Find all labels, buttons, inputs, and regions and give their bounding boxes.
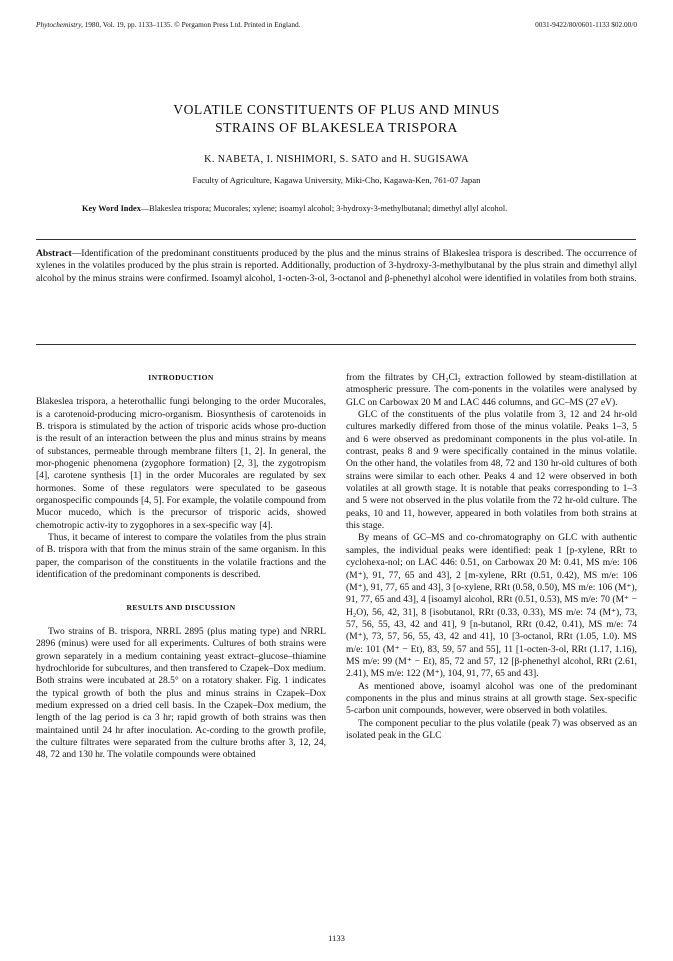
keyword-label: Key Word Index [82, 204, 141, 213]
title-line-1: VOLATILE CONSTITUENTS OF PLUS AND MINUS [173, 102, 500, 117]
results-paragraph-1: Two strains of B. trispora, NRRL 2895 (plus mating type) and NRRL 2896 (minus) were used for all experiments. Cultures of both strains were grown separately in a medium containing yeast extract–glucose–thiamine hydrochloride for subcultures, and then transfered to Czapek–Dox medium. Both strains were incubated at 28.5° on a rotatory shaker. Fig. 1 indicates the typical growth of both the plus and minus strains in Czapek–Dox medium expressed on a dried cell basis. In the Czapek–Dox medium, the length of the lag period is ca 3 hr; rapid growth of both strains was then maintained until 24 hr after inoculation. Ac-cording to the growth profile, the culture filtrates were separated from the culture broths after 3, 12, 24, 48, 72 and 130 hr. The volatile compounds were obtained [36, 625, 326, 761]
abstract-text: —Identification of the predominant constituents produced by the plus and the minus strains of Blakeslea trispora is described. The occurrence of xylenes in the volatiles produced by the plus strain is reported. Additionally, production of 3-hydroxy-3-methylbutanal by the plus strain and dimethyl allyl alcohol by the minus strains were confirmed. Isoamyl alcohol, 1-octen-3-ol, 3-octanol and β-phenethyl alcohol were identified in volatiles from both strains. [36, 248, 637, 284]
article-title [0, 101, 673, 137]
keyword-text: —Blakeslea trispora; Mucorales; xylene; isoamyl alcohol; 3-hydroxy-3-methylbutanal; dimethyl allyl alcohol. [140, 204, 508, 213]
right-paragraph-4: As mentioned above, isoamyl alcohol was one of the predominant components in the plus and minus strains at all growth stage. Sex-specific 5-carbon unit compounds, however, were observed in both volatiles. [346, 680, 637, 717]
title-line-2: STRAINS OF BLAKESLEA TRISPORA [215, 120, 458, 135]
right-paragraph-5: The component peculiar to the plus volatile (peak 7) was observed as an isolated peak in the GLC [346, 717, 637, 741]
right-column [346, 372, 637, 742]
bottom-divider [36, 344, 636, 345]
journal-citation [36, 19, 300, 31]
running-header [36, 19, 637, 31]
abstract-label: Abstract [36, 248, 72, 259]
citation-details: 1980, Vol. 19, pp. 1133–1135. © Pergamon Press Ltd. Printed in England. [82, 20, 301, 29]
right-paragraph-1: from the filtrates by CH₂Cl₂ extraction followed by steam-distillation at atmospheric pressure. The com-ponents in the volatiles were analysed by GLC on Carbowax 20 M and LAC 446 columns, and GC–MS (27 eV). [346, 372, 637, 408]
left-column [36, 372, 326, 762]
page-number: 1133 [328, 933, 345, 943]
article-code: 0031-9422/80/0601-1133 $02.00/0 [535, 20, 637, 29]
results-heading: RESULTS AND DISCUSSION [126, 602, 236, 612]
intro-paragraph-2: Thus, it became of interest to compare the volatiles from the plus strain of B. trispora with that from the minus strain of the same organism. In this paper, the comparison of the constituents in the volatile fractions and the identification of the predominant components is described. [36, 532, 326, 581]
intro-paragraph-1: Blakeslea trispora, a heterothallic fungi belonging to the order Mucorales, is a carotenoid-producing micro-organism. Biosynthesis of carotenoids in B. trispora is stimulated by the action of trisporic acids whose pro-duction is the result of an interaction between the plus and minus strains by means of substances, permeable through membrane filters [1, 2]. In general, the mor-phogenic phenomena (zygophore formation) [2, 3], the zygotropism [4], carotene synthesis [1] in the order Mucorales are regulated by sex hormones. Some of these regulators were speculated to be gaseous organospecific compounds [4, 5]. For example, the volatile compound from Mucor mucedo, which is the precursor of trisporic acids, showed chemotropic activ-ity to zygophores in a sex-specific way [4]. [36, 396, 326, 531]
right-paragraph-3: By means of GC–MS and co-chromatography on GLC with authentic samples, the individual peaks were identified: peak 1 [p-xylene, RRt to cyclohexa-nol; on LAC 446: 0.51, on Carbowax 20 M: 0.41, MS m/e: 106 (M⁺), 91, 77, 65 and 43], 2 [m-xylene, RRt (0.51, 0.42), MS m/e: 106 (M⁺), 91, 77, 65 and 43], 3 [o-xylene, RRt (0.58, 0.50), MS m/e: 106 (M⁺), 91, 77, 65 and 43], 4 [isoamyl alcohol, RRt (0.51, 0.53), MS m/e: 70 (M⁺ − H₂O), 56, 42, 31], 8 [isobutanol, RRt (0.33, 0.33), MS m/e: 74 (M⁺), 73, 57, 56, 55, 43, 42 and 41], 9 [n-butanol, RRt (0.42, 0.41), MS m/e: 74 (M⁺), 73, 57, 56, 55, 43, 42 and 41], 10 [3-octanol, RRt (1.05, 1.0). MS m/e: 101 (M⁺ − Et), 83, 59, 57 and 55], 11 [1-octen-3-ol, RRt (1.17, 1.16), MS m/e: 99 (M⁺ − Et), 85, 72 and 57, 12 [β-phenethyl alcohol, RRt (2.61, 2.41), MS m/e: 122 (M⁺), 104, 91, 77, 65 and 43]. [346, 532, 637, 680]
author-list: K. NABETA, I. NISHIMORI, S. SATO and H. SUGISAWA [204, 154, 469, 165]
introduction-heading: INTRODUCTION [148, 373, 214, 382]
top-divider [36, 239, 636, 240]
abstract [36, 248, 637, 285]
affiliation: Faculty of Agriculture, Kagawa University, Miki-Cho, Kagawa-Ken, 761-07 Japan [192, 175, 481, 185]
keyword-index [82, 203, 600, 214]
journal-name: Phytochemistry, [36, 20, 83, 29]
right-paragraph-2: GLC of the constituents of the plus volatile from 3, 12 and 24 hr-old cultures markedly differed from those of the minus volatile. Peaks 1–3, 5 and 6 were observed as predominant components in the plus vol-atile. In contrast, peaks 8 and 9 were specifically contained in the minus volatile. On the other hand, the volatiles from 48, 72 and 130 hr-old cultures of both strains were similar to each other. Peaks 4 and 12 were observed in both volatiles at all growth stage. It is notable that peaks corresponding to 1–3 and 5 were not observed in the plus volatile from the 72 hr-old culture. The peaks, 10 and 11, however, appeared in both volatiles from both strains at this stage. [346, 409, 637, 532]
